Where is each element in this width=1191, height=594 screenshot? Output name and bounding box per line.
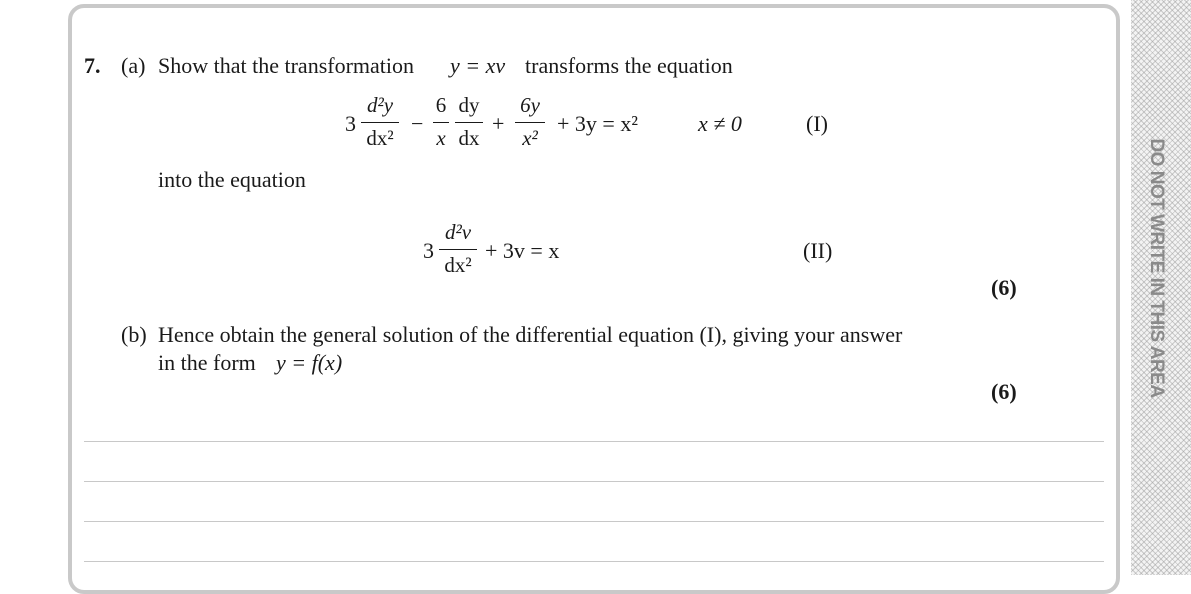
part-b-label: (b) bbox=[121, 322, 147, 347]
equation-II-label: (II) bbox=[803, 238, 833, 263]
question-panel bbox=[68, 4, 1120, 594]
plus-operator: + bbox=[492, 111, 505, 136]
fraction-bar bbox=[433, 122, 449, 123]
into-text: into the equation bbox=[158, 167, 306, 192]
part-a-label: (a) bbox=[121, 53, 146, 78]
fraction-bar bbox=[455, 122, 483, 123]
answer-line[interactable] bbox=[84, 441, 1104, 442]
term2-numerator: dy bbox=[458, 93, 480, 117]
equation-I-condition: x ≠ 0 bbox=[698, 111, 742, 136]
fraction-bar bbox=[361, 122, 399, 123]
equation-I-coefficient: 3 bbox=[345, 111, 356, 136]
part-b-line1: Hence obtain the general solution of the differential equation (I), giving your answer bbox=[158, 322, 903, 347]
term1-numerator: d²y bbox=[366, 93, 394, 117]
coefficient-denominator: x bbox=[436, 126, 446, 150]
equation-I-rest: + 3y = x² bbox=[557, 111, 638, 136]
part-b-marks: (6) bbox=[991, 379, 1017, 404]
question-number: 7. bbox=[84, 53, 101, 78]
part-a-text-after: transforms the equation bbox=[525, 53, 733, 78]
transformation-expression: y = xv bbox=[450, 53, 506, 78]
term3-numerator: 6y bbox=[520, 93, 540, 117]
fraction-bar bbox=[439, 249, 477, 250]
part-b-form-expression: y = f(x) bbox=[276, 350, 343, 375]
margin-warning-text: DO NOT WRITE IN THIS AREA bbox=[1146, 138, 1167, 398]
equation-II-denominator: dx² bbox=[444, 253, 472, 277]
part-a-text-before: Show that the transformation bbox=[158, 53, 415, 78]
equation-II-rest: + 3v = x bbox=[485, 238, 560, 263]
equation-II-coefficient: 3 bbox=[423, 238, 434, 263]
coefficient-numerator: 6 bbox=[435, 93, 447, 117]
equation-I-label: (I) bbox=[806, 111, 828, 136]
answer-line[interactable] bbox=[84, 561, 1104, 562]
term3-denominator: x² bbox=[522, 126, 538, 150]
part-b-line2-prefix: in the form bbox=[158, 350, 256, 375]
fraction-bar bbox=[515, 122, 545, 123]
equation-II-numerator: d²v bbox=[444, 220, 472, 244]
term1-denominator: dx² bbox=[366, 126, 394, 150]
answer-line[interactable] bbox=[84, 521, 1104, 522]
answer-line[interactable] bbox=[84, 481, 1104, 482]
part-a-marks: (6) bbox=[991, 275, 1017, 300]
term2-denominator: dx bbox=[458, 126, 480, 150]
minus-operator: − bbox=[411, 111, 424, 136]
